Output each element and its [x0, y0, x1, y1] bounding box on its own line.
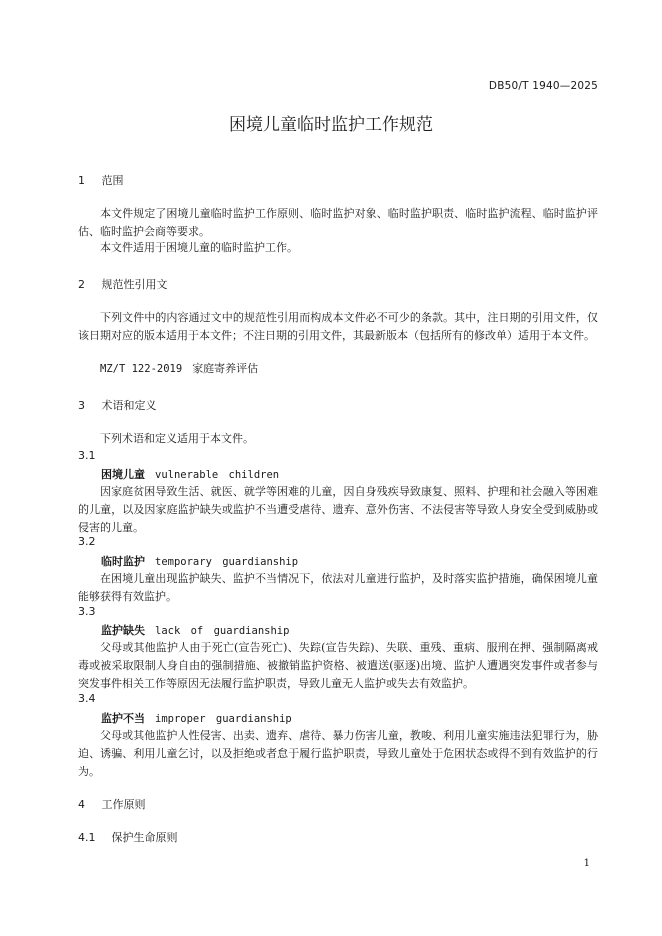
term-number: 3.1: [78, 449, 96, 462]
term-number: 3.4: [78, 692, 96, 705]
section-number: 4: [78, 798, 85, 811]
section-number: 3: [78, 399, 85, 412]
normative-reference: [100, 360, 258, 376]
document-title: 困境儿童临时监护工作规范: [229, 115, 433, 135]
section-4-heading: [78, 796, 146, 812]
term-en: vulnerable children: [155, 469, 280, 481]
term-heading: [101, 710, 292, 726]
page-number: 1: [583, 858, 590, 869]
term-zh: 监护缺失: [101, 624, 145, 637]
section-1-heading: [78, 172, 124, 188]
reference-name: 家庭寄养评估: [192, 362, 259, 375]
term-zh: 监护不当: [101, 712, 145, 725]
section-title: 保护生命原则: [111, 831, 178, 844]
section-number: 4.1: [78, 831, 96, 844]
term-definition: 父母或其他监护人由于死亡(宣告死亡)、失踪(宣告失踪)、失联、重残、重病、服刑在押、强制隔离戒毒或被采取限制人身自由的强制措施、被撤销监护资格、被遣送(驱逐)出境、监护人遭遇突发事件或者参与突发事件相关工作等原因无法履行监护职责，导致儿童无人监护或失去有效监护。: [78, 641, 598, 690]
section-number: 1: [78, 174, 85, 187]
section-title: 术语和定义: [101, 399, 157, 412]
term-heading: [101, 553, 298, 569]
term-definition: 父母或其他监护人性侵害、出卖、遗弃、虐待、暴力伤害儿童，教唆、利用儿童实施违法犯罪行为，胁迫、诱骗、利用儿童乞讨，以及拒绝或者怠于履行监护职责，导致儿童处于危困状态或得不到有效监护的行为。: [78, 729, 598, 778]
term-number: 3.2: [78, 535, 96, 548]
section-number: 2: [78, 278, 85, 291]
term-definition: 在困境儿童出现监护缺失、监护不当情况下，依法对儿童进行监护，及时落实监护措施，确保困境儿童能够获得有效监护。: [78, 572, 598, 603]
paragraph: 下列术语和定义适用于本文件。: [100, 432, 254, 445]
term-en: temporary guardianship: [155, 556, 299, 568]
term-en: lack of guardianship: [155, 625, 290, 637]
paragraph: 本文件适用于困境儿童的临时监护工作。: [100, 241, 298, 254]
term-zh: 困境儿童: [101, 468, 145, 481]
term-definition: 因家庭贫困导致生活、就医、就学等困难的儿童，因自身残疾导致康复、照料、护理和社会融入等困难的儿童，以及因家庭监护缺失或监护不当遭受虐待、遗弃、意外伤害、不法侵害等导致人身安全受到威胁或侵害的儿童。: [78, 485, 598, 534]
term-en: improper guardianship: [155, 713, 292, 725]
document-code: DB50/T 1940—2025: [488, 80, 598, 92]
paragraph: 本文件规定了困境儿童临时监护工作原则、临时监护对象、临时监护职责、临时监护流程、临时监护评估、临时监护会商等要求。: [78, 207, 598, 238]
term-number: 3.3: [78, 605, 96, 618]
section-title: 范围: [101, 174, 124, 187]
paragraph: 下列文件中的内容通过文中的规范性引用而构成本文件必不可少的条款。其中，注日期的引用文件，仅该日期对应的版本适用于本文件；不注日期的引用文件，其最新版本（包括所有的修改单）适用于本文件。: [78, 311, 598, 342]
section-title: 规范性引用文: [101, 278, 168, 291]
section-2-heading: [78, 276, 168, 292]
reference-code: MZ/T 122-2019: [100, 363, 183, 375]
term-heading: [101, 622, 289, 638]
section-title: 工作原则: [101, 798, 146, 811]
section-3-heading: [78, 397, 157, 413]
section-4-1-heading: [78, 829, 178, 845]
term-heading: [101, 466, 279, 482]
term-zh: 临时监护: [101, 555, 145, 568]
